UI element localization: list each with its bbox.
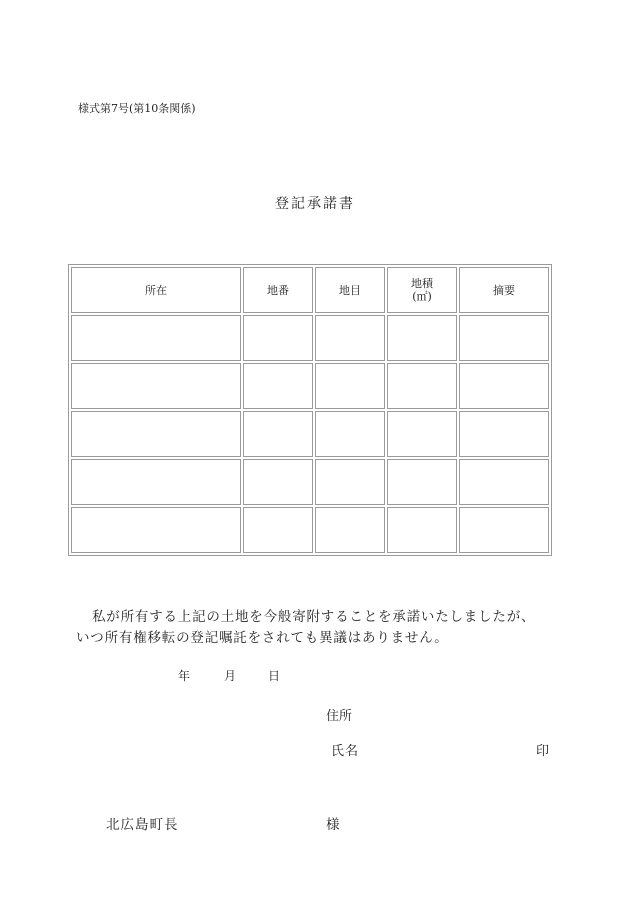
cell-area[interactable] (387, 411, 457, 457)
cell-remarks[interactable] (459, 411, 549, 457)
cell-lot-number[interactable] (243, 507, 313, 553)
cell-lot-number[interactable] (243, 411, 313, 457)
cell-area[interactable] (387, 459, 457, 505)
cell-remarks[interactable] (459, 315, 549, 361)
header-area-label: 地積 (411, 277, 433, 290)
seal-label: 印 (536, 744, 550, 759)
cell-land-category[interactable] (315, 459, 385, 505)
cell-land-category[interactable] (315, 507, 385, 553)
cell-remarks[interactable] (459, 363, 549, 409)
consent-statement (76, 607, 576, 649)
form-number: 様式第7号(第10条関係) (78, 102, 196, 115)
cell-location[interactable] (71, 363, 241, 409)
header-area-unit: (㎡) (412, 290, 432, 303)
date-year-label: 年 (178, 669, 191, 683)
header-land-category: 地目 (315, 267, 385, 313)
addressee-label: 北広島町長 (106, 817, 179, 833)
header-location: 所在 (71, 267, 241, 313)
table-row (71, 459, 549, 505)
land-table (68, 264, 552, 556)
statement-line-1: 私が所有する上記の土地を今般寄附することを承諾いたしましたが、 (92, 609, 536, 625)
cell-location[interactable] (71, 459, 241, 505)
honorific-label: 様 (326, 817, 340, 833)
cell-area[interactable] (387, 507, 457, 553)
cell-lot-number[interactable] (243, 363, 313, 409)
name-label: 氏名 (331, 744, 360, 759)
cell-land-category[interactable] (315, 363, 385, 409)
cell-lot-number[interactable] (243, 315, 313, 361)
cell-land-category[interactable] (315, 411, 385, 457)
table-row (71, 315, 549, 361)
header-area (387, 267, 457, 313)
cell-remarks[interactable] (459, 459, 549, 505)
cell-lot-number[interactable] (243, 459, 313, 505)
date-day-label: 日 (268, 669, 281, 683)
table-row (71, 411, 549, 457)
cell-land-category[interactable] (315, 315, 385, 361)
cell-location[interactable] (71, 507, 241, 553)
cell-area[interactable] (387, 315, 457, 361)
cell-location[interactable] (71, 315, 241, 361)
table-header-row (71, 267, 549, 313)
cell-remarks[interactable] (459, 507, 549, 553)
address-label: 住所 (326, 709, 353, 724)
header-remarks: 摘要 (459, 267, 549, 313)
cell-area[interactable] (387, 363, 457, 409)
header-lot-number: 地番 (243, 267, 313, 313)
table-row (71, 363, 549, 409)
cell-location[interactable] (71, 411, 241, 457)
date-month-label: 月 (224, 669, 237, 683)
statement-line-2: いつ所有権移転の登記嘱託をされても異議はありません。 (76, 630, 449, 646)
page-title: 登記承諾書 (275, 196, 355, 212)
table-row (71, 507, 549, 553)
